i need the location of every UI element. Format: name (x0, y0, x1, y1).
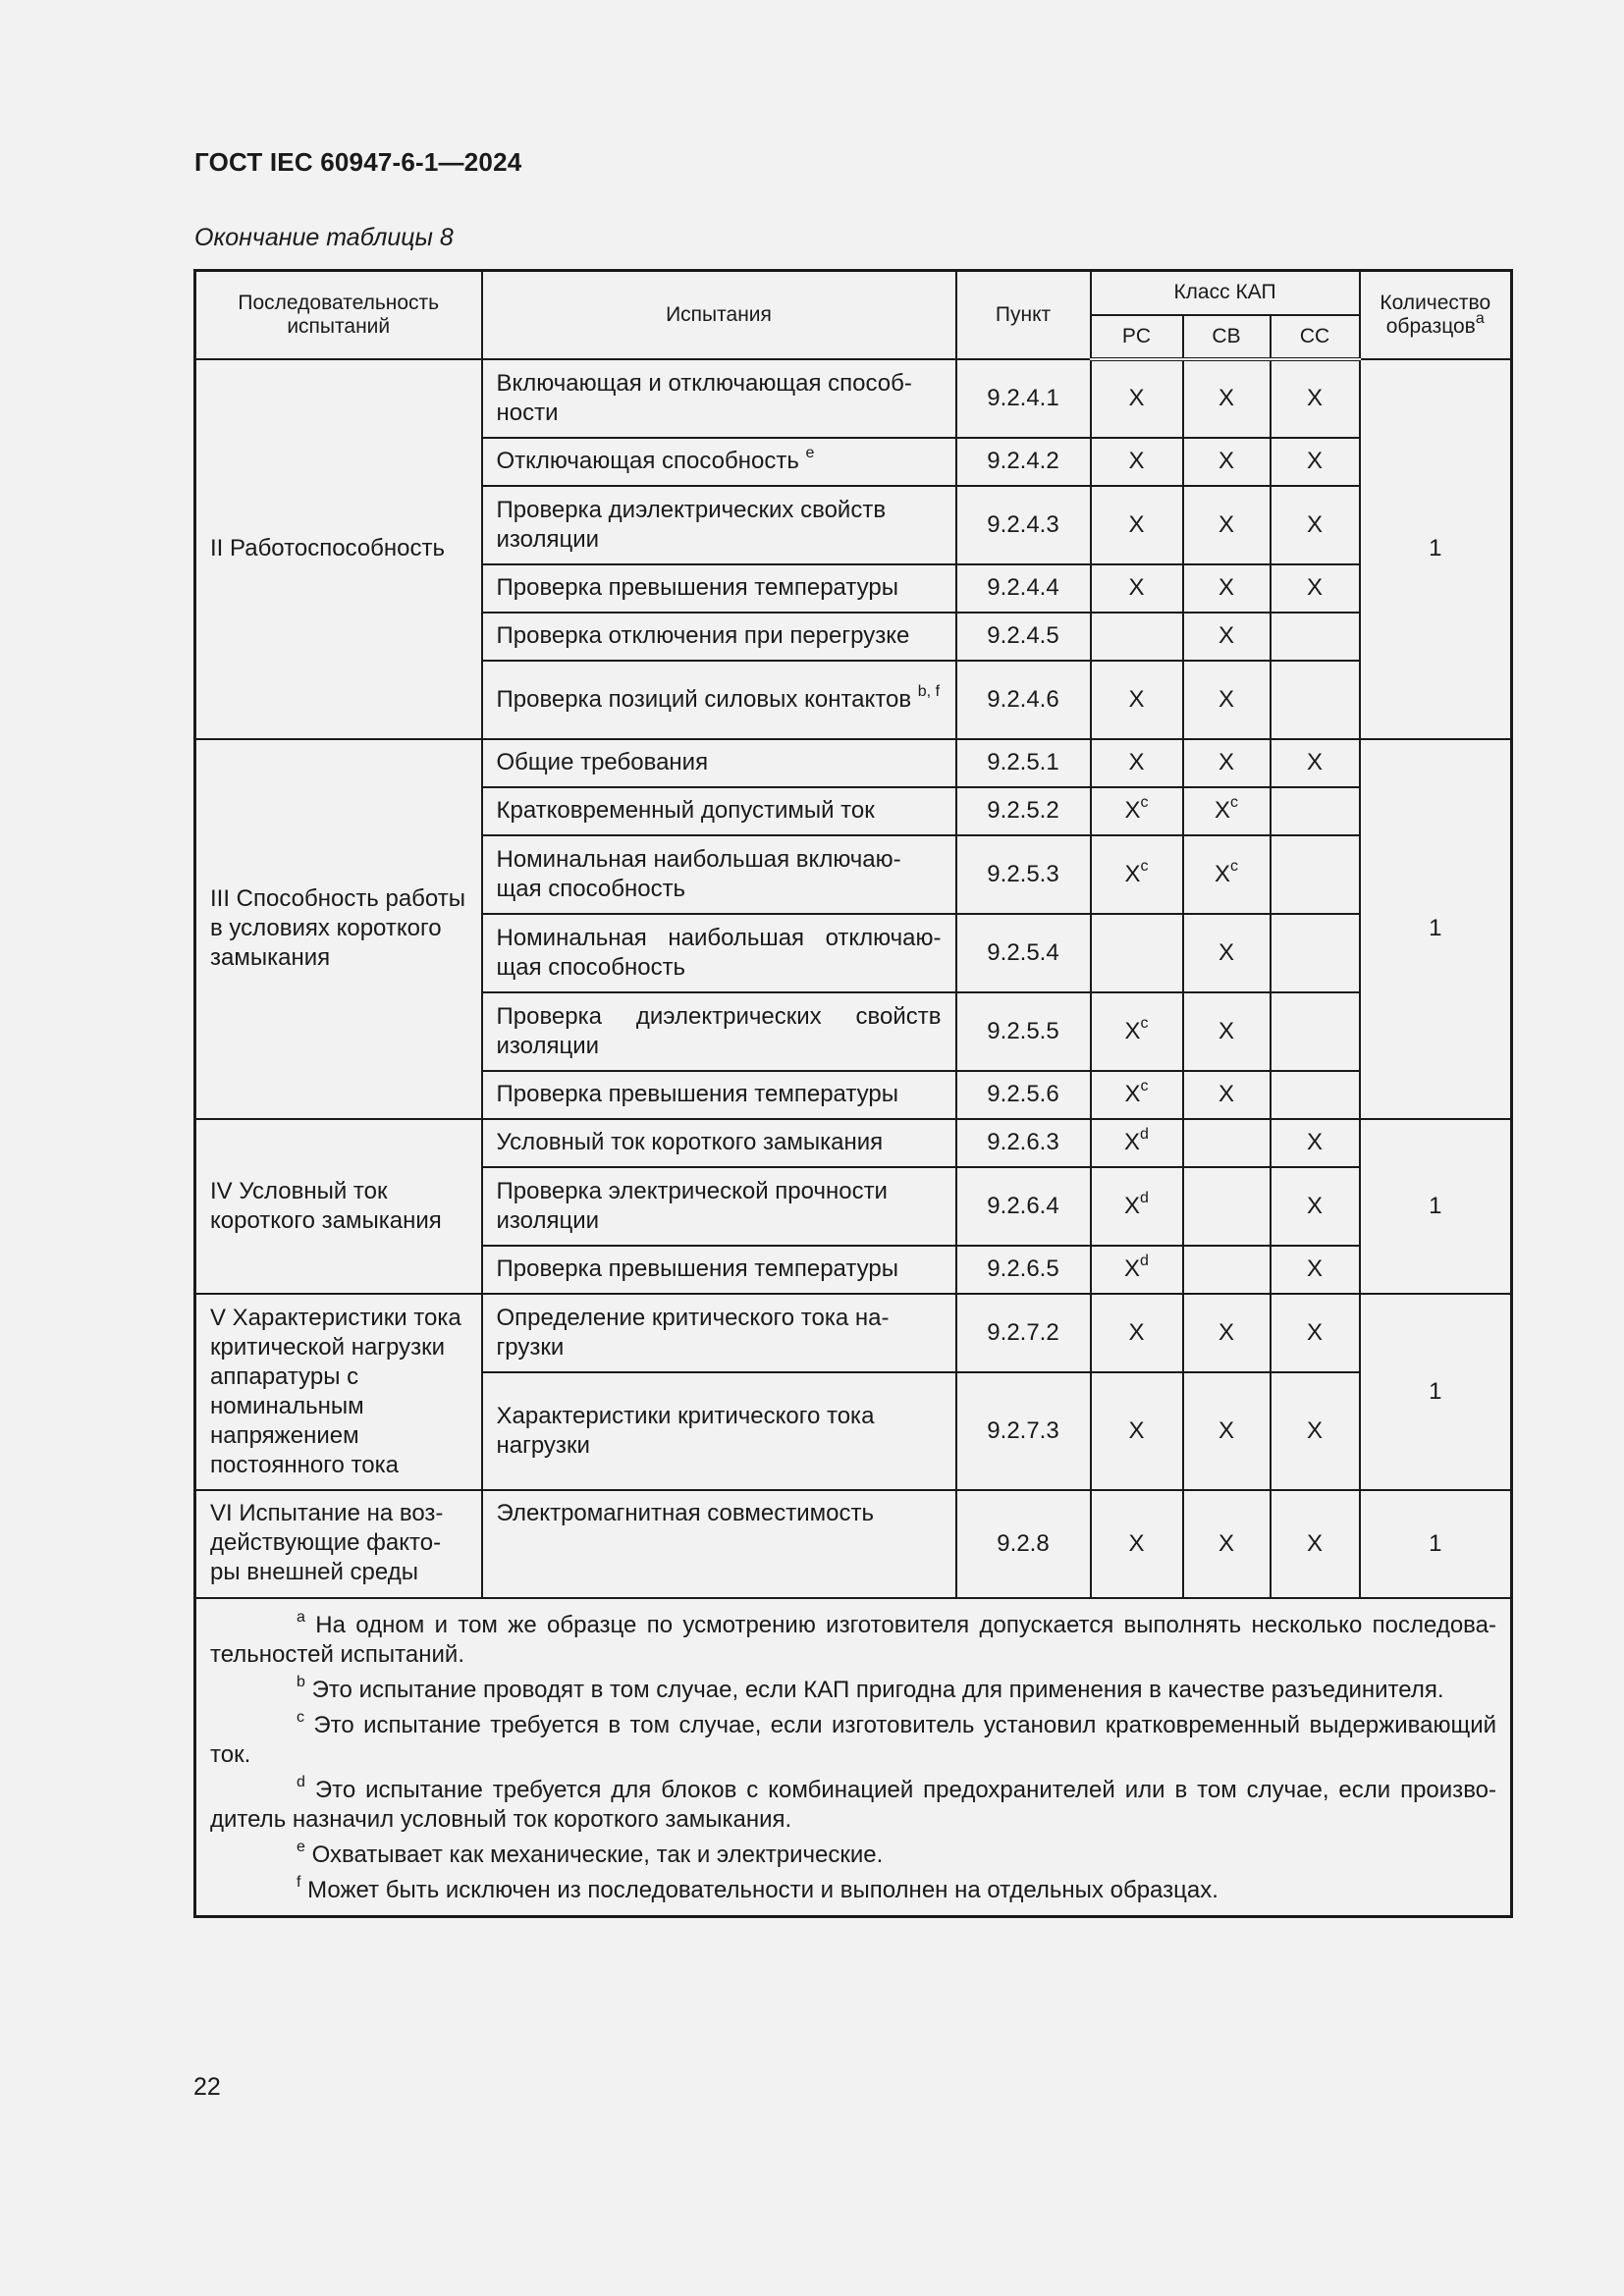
class-pc-value: X (1124, 1255, 1141, 1282)
class-pc-mark (1091, 1071, 1183, 1119)
class-cc-mark (1271, 835, 1360, 914)
footnote-text: Это испытание требуется для блоков с комбинацией предохранителей или в том случае, если произво-дитель назначил условный ток короткого замыкания. (210, 1776, 1497, 1833)
footnote (210, 1608, 1496, 1670)
class-cb-value: X (1214, 860, 1230, 887)
clause-number: 9.2.6.3 (956, 1119, 1091, 1167)
class-cc-value: X (1306, 1318, 1323, 1346)
clause-number: 9.2.4.2 (956, 438, 1091, 486)
table-caption: Окончание таблицы 8 (194, 224, 454, 251)
footnote-text: На одном и том же образце по усмотрению изготовителя допускается выполнять несколько последова-тельностей испытаний. (210, 1611, 1496, 1668)
class-pc-mark (1091, 486, 1183, 564)
table-row (195, 359, 1512, 438)
test-name-cell (482, 739, 956, 787)
test-name: Номинальная наибольшая включаю-щая способность (496, 845, 901, 902)
class-cc-value: X (1306, 448, 1323, 474)
header-tests: Испытания (482, 271, 956, 359)
mark-footnote: c (1230, 857, 1238, 875)
clause-number: 9.2.6.4 (956, 1167, 1091, 1246)
class-pc-mark (1091, 1167, 1183, 1246)
test-footnote-mark: b, f (917, 682, 941, 700)
test-name: Характеристики критического тока нагрузки (496, 1402, 875, 1459)
header-clause: Пункт (956, 271, 1091, 359)
clause-number: 9.2.5.2 (956, 787, 1091, 835)
class-cb-value: X (1218, 749, 1234, 775)
class-pc-mark (1091, 992, 1183, 1071)
class-pc-mark (1091, 835, 1183, 914)
class-cb-mark (1183, 1246, 1271, 1294)
test-name: Условный ток короткого замыкания (496, 1129, 884, 1155)
class-pc-mark (1091, 1119, 1183, 1167)
test-name-cell (482, 787, 956, 835)
class-pc-mark (1091, 1490, 1183, 1598)
class-cb-mark (1183, 739, 1271, 787)
class-cc-value: X (1306, 1129, 1323, 1155)
footnote-mark: b (297, 1673, 305, 1690)
class-cb-mark (1183, 1372, 1271, 1490)
table-container (193, 269, 1510, 1918)
class-pc-mark (1091, 914, 1183, 992)
class-cc-mark (1271, 1372, 1360, 1490)
class-cc-value: X (1306, 749, 1323, 775)
class-pc-value: X (1128, 385, 1145, 411)
class-cc-value: X (1306, 1255, 1323, 1282)
header-sequence: Последовательность испытаний (195, 271, 482, 359)
sample-count: 1 (1360, 739, 1512, 1119)
class-pc-value: X (1128, 448, 1145, 474)
clause-number: 9.2.5.5 (956, 992, 1091, 1071)
sample-count: 1 (1360, 1490, 1512, 1598)
class-pc-value: X (1124, 1081, 1141, 1107)
class-cb-value: X (1214, 797, 1230, 824)
class-cb-mark (1183, 787, 1271, 835)
class-pc-value: X (1128, 574, 1145, 601)
class-pc-mark (1091, 613, 1183, 661)
test-name-cell (482, 438, 956, 486)
class-cc-mark (1271, 1071, 1360, 1119)
mark-footnote: c (1140, 1078, 1149, 1095)
class-cb-mark (1183, 486, 1271, 564)
class-cb-mark (1183, 992, 1271, 1071)
class-cb-mark (1183, 661, 1271, 739)
class-cb-value: X (1218, 1416, 1234, 1444)
footnote-mark: d (297, 1773, 305, 1790)
test-name: Проверка электрической прочности изоляции (496, 1177, 888, 1234)
class-pc-value: X (1124, 1192, 1141, 1219)
page-number: 22 (193, 2073, 221, 2101)
test-name-cell (482, 1372, 956, 1490)
footnote (210, 1838, 1496, 1870)
class-pc-mark (1091, 1372, 1183, 1490)
sequence-name: IV Условный ток короткого замыкания (195, 1119, 482, 1294)
test-name-cell (482, 992, 956, 1071)
class-pc-mark (1091, 661, 1183, 739)
class-pc-mark (1091, 787, 1183, 835)
class-cc-mark (1271, 661, 1360, 739)
test-name: Проверка превышения температуры (496, 574, 898, 601)
class-pc-mark (1091, 359, 1183, 438)
class-pc-value: X (1124, 1129, 1141, 1155)
test-name: Проверка диэлектрических свойств изоляции (496, 1002, 942, 1059)
document-header: ГОСТ IEC 60947-6-1—2024 (194, 147, 522, 177)
class-pc-value: X (1124, 1017, 1141, 1044)
class-cb-mark (1183, 914, 1271, 992)
header-class-pc: PC (1091, 315, 1183, 359)
mark-footnote: d (1140, 1189, 1149, 1206)
test-name: Проверка превышения температуры (496, 1081, 898, 1107)
header-class-group: Класс КАП (1091, 271, 1360, 315)
sequence-name: VI Испытание на воз-действующие факто-ры внешней среды (195, 1490, 482, 1598)
class-pc-mark (1091, 739, 1183, 787)
class-cb-mark (1183, 1071, 1271, 1119)
class-cc-mark (1271, 613, 1360, 661)
table-notes (195, 1598, 1512, 1917)
footnote-text: Охватывает как механические, так и электрические. (311, 1841, 884, 1868)
class-cc-mark (1271, 1167, 1360, 1246)
class-cb-value: X (1218, 574, 1234, 601)
class-cc-mark (1271, 914, 1360, 992)
test-footnote-mark: e (805, 445, 815, 461)
table-row (195, 1490, 1512, 1598)
class-pc-mark (1091, 1246, 1183, 1294)
test-name-cell (482, 613, 956, 661)
class-cc-value: X (1306, 1192, 1323, 1219)
class-cb-mark (1183, 1294, 1271, 1372)
mark-footnote: d (1140, 1253, 1149, 1269)
class-cb-value: X (1218, 1017, 1234, 1044)
class-cb-value: X (1218, 385, 1234, 411)
test-name-cell (482, 1071, 956, 1119)
footnote-text: Это испытание требуется в том случае, если изготовитель установил кратковременный выдерживающий ток. (210, 1711, 1497, 1768)
footnote-mark: e (297, 1838, 305, 1855)
class-pc-value: X (1124, 797, 1141, 824)
mark-footnote: c (1140, 1014, 1149, 1032)
class-cc-mark (1271, 438, 1360, 486)
table-row (195, 1119, 1512, 1167)
test-sequence-table (193, 269, 1513, 1918)
class-cc-mark (1271, 564, 1360, 613)
test-name: Проверка отключения при перегрузке (496, 622, 910, 649)
class-cb-value: X (1218, 1318, 1234, 1346)
class-cb-value: X (1218, 510, 1234, 538)
class-pc-mark (1091, 564, 1183, 613)
class-cb-mark (1183, 1490, 1271, 1598)
footnote (210, 1708, 1497, 1770)
notes-list (210, 1608, 1497, 1905)
clause-number: 9.2.7.3 (956, 1372, 1091, 1490)
class-cb-value: X (1218, 448, 1234, 474)
test-name: Определение критического тока на-грузки (496, 1304, 890, 1361)
footnote-mark: f (297, 1873, 301, 1891)
class-cb-mark (1183, 613, 1271, 661)
test-name: Отключающая способность (496, 448, 799, 474)
class-cb-mark (1183, 835, 1271, 914)
clause-number: 9.2.5.1 (956, 739, 1091, 787)
class-cc-value: X (1306, 510, 1323, 538)
footnote (210, 1873, 1496, 1905)
class-cb-value: X (1218, 1081, 1234, 1107)
footnote-mark: a (297, 1608, 305, 1626)
clause-number: 9.2.6.5 (956, 1246, 1091, 1294)
test-name-cell (482, 1294, 956, 1372)
sequence-name: III Способность работы в условиях короткого замыкания (195, 739, 482, 1119)
class-pc-mark (1091, 1294, 1183, 1372)
class-cb-value: X (1218, 622, 1234, 649)
class-cc-mark (1271, 1119, 1360, 1167)
header-class-cb: CB (1183, 315, 1271, 359)
footnote-text: Может быть исключен из последовательности и выполнен на отдельных образцах. (307, 1876, 1218, 1903)
test-name-cell (482, 564, 956, 613)
clause-number: 9.2.4.3 (956, 486, 1091, 564)
clause-number: 9.2.4.5 (956, 613, 1091, 661)
class-cb-mark (1183, 1167, 1271, 1246)
clause-number: 9.2.5.3 (956, 835, 1091, 914)
test-name: Проверка позиций силовых контактов (496, 685, 912, 713)
class-pc-value: X (1128, 510, 1145, 538)
test-name: Кратковременный допустимый ток (496, 797, 875, 824)
class-cc-value: X (1306, 1529, 1323, 1557)
mark-footnote: d (1140, 1126, 1149, 1143)
test-name: Электромагнитная совместимость (496, 1499, 874, 1526)
class-pc-value: X (1128, 1318, 1145, 1346)
clause-number: 9.2.7.2 (956, 1294, 1091, 1372)
table-row (195, 1294, 1512, 1372)
class-cc-mark (1271, 787, 1360, 835)
class-cc-mark (1271, 359, 1360, 438)
class-cb-mark (1183, 1119, 1271, 1167)
class-cb-value: X (1218, 1529, 1234, 1557)
test-name-cell (482, 1167, 956, 1246)
test-name-cell (482, 1119, 956, 1167)
class-cc-value: X (1306, 1416, 1323, 1444)
test-name-cell (482, 1246, 956, 1294)
sample-count: 1 (1360, 1294, 1512, 1490)
sample-count: 1 (1360, 1119, 1512, 1294)
class-cc-mark (1271, 1490, 1360, 1598)
class-cc-mark (1271, 1294, 1360, 1372)
class-pc-value: X (1124, 860, 1141, 887)
test-name-cell (482, 1490, 956, 1598)
class-cc-mark (1271, 992, 1360, 1071)
test-name-cell (482, 914, 956, 992)
class-cb-value: X (1218, 938, 1234, 966)
test-name: Номинальная наибольшая отключаю-щая способность (496, 924, 942, 981)
test-name-cell (482, 661, 956, 739)
class-pc-value: X (1128, 1416, 1145, 1444)
class-cb-mark (1183, 438, 1271, 486)
mark-footnote: c (1140, 794, 1149, 811)
footnote (210, 1773, 1497, 1835)
class-cc-mark (1271, 1246, 1360, 1294)
footnote-mark: c (297, 1708, 304, 1726)
footnote (210, 1673, 1496, 1705)
class-cb-value: X (1218, 685, 1234, 713)
clause-number: 9.2.4.6 (956, 661, 1091, 739)
class-cc-value: X (1306, 574, 1323, 601)
clause-number: 9.2.5.6 (956, 1071, 1091, 1119)
clause-number: 9.2.4.4 (956, 564, 1091, 613)
clause-number: 9.2.8 (956, 1490, 1091, 1598)
header-samples (1360, 271, 1512, 359)
class-pc-value: X (1128, 749, 1145, 775)
class-cc-mark (1271, 739, 1360, 787)
mark-footnote: c (1230, 794, 1238, 811)
test-name: Проверка диэлектрических свойств изоляции (496, 496, 887, 553)
mark-footnote: c (1140, 857, 1149, 875)
table-row (195, 739, 1512, 787)
footnote-text: Это испытание проводят в том случае, если КАП пригодна для применения в качестве разъединителя. (311, 1676, 1444, 1703)
sequence-name: II Работоспособность (195, 359, 482, 739)
class-cc-mark (1271, 486, 1360, 564)
sample-count: 1 (1360, 359, 1512, 739)
clause-number: 9.2.5.4 (956, 914, 1091, 992)
table-body (195, 359, 1512, 1598)
class-pc-value: X (1128, 685, 1145, 713)
test-name: Проверка превышения температуры (496, 1255, 898, 1282)
class-cb-mark (1183, 564, 1271, 613)
class-pc-value: X (1128, 1529, 1145, 1557)
header-samples-label: Количество образцов (1380, 291, 1491, 338)
test-name-cell (482, 486, 956, 564)
test-name: Общие требования (496, 749, 709, 775)
test-name: Включающая и отключающая способ-ности (496, 369, 912, 426)
test-name-cell (482, 359, 956, 438)
header-class-cc: CC (1271, 315, 1360, 359)
clause-number: 9.2.4.1 (956, 359, 1091, 438)
test-name-cell (482, 835, 956, 914)
sequence-name: V Характеристики тока критической нагрузки аппаратуры с номинальным напряжением постоянного тока (195, 1294, 482, 1490)
class-pc-mark (1091, 438, 1183, 486)
class-cc-value: X (1306, 385, 1323, 411)
class-cb-mark (1183, 359, 1271, 438)
header-samples-footnote: a (1475, 309, 1485, 327)
